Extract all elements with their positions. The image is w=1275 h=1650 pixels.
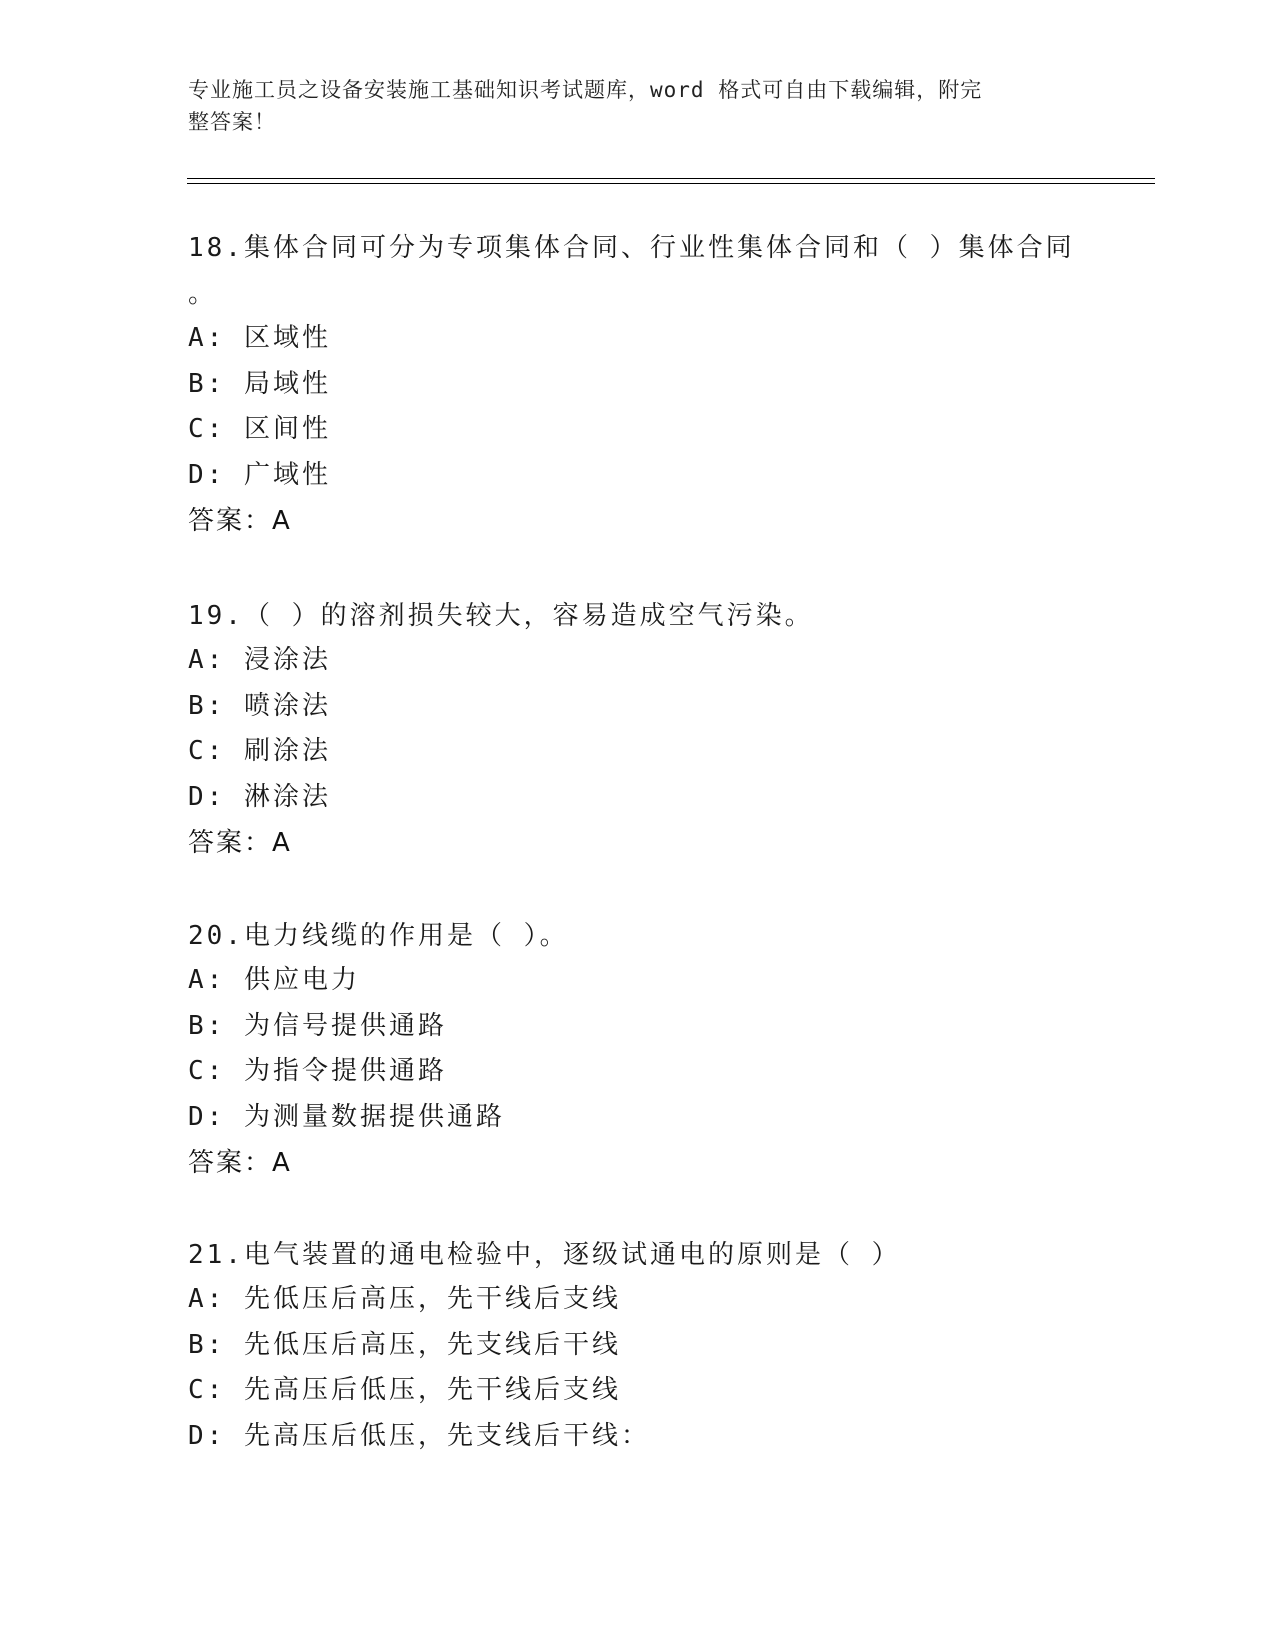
document-header xyxy=(188,74,1068,138)
question-21 xyxy=(188,1233,1088,1459)
header-divider-top xyxy=(187,178,1155,179)
option-d: D: 广域性 xyxy=(188,459,331,490)
question-stem: 21.电气装置的通电检验中，逐级试通电的原则是（ ） xyxy=(188,1240,901,1270)
question-20 xyxy=(188,914,1088,1186)
option-d: D: 为测量数据提供通路 xyxy=(188,1101,505,1132)
header-divider-bottom xyxy=(187,183,1155,184)
question-stem: 19.（ ）的溶剂损失较大，容易造成空气污染。 xyxy=(188,601,814,631)
answer-line: 答案：A xyxy=(188,1148,292,1178)
option-a: A: 区域性 xyxy=(188,323,331,353)
option-c: C: 为指令提供通路 xyxy=(188,1056,447,1086)
question-stem-continued: 。 xyxy=(188,279,218,309)
option-d: D: 淋涂法 xyxy=(188,781,331,812)
option-c: C: 先高压后低压，先干线后支线 xyxy=(188,1375,621,1405)
option-c: C: 刷涂法 xyxy=(188,736,331,766)
answer-line: 答案：A xyxy=(188,506,292,536)
question-18 xyxy=(188,226,1088,544)
option-b: B: 先低压后高压，先支线后干线 xyxy=(188,1329,621,1360)
option-d: D: 先高压后低压，先支线后干线： xyxy=(188,1420,650,1451)
option-b: B: 局域性 xyxy=(188,368,331,399)
question-stem: 20.电力线缆的作用是（ ）。 xyxy=(188,921,569,951)
option-a: A: 浸涂法 xyxy=(188,645,331,675)
question-19 xyxy=(188,594,1088,866)
header-line-2: 整答案！ xyxy=(188,110,276,134)
answer-line: 答案：A xyxy=(188,828,292,858)
question-stem: 18.集体合同可分为专项集体合同、行业性集体合同和（ ）集体合同 xyxy=(188,233,1075,263)
option-a: A: 先低压后高压，先干线后支线 xyxy=(188,1284,621,1314)
option-a: A: 供应电力 xyxy=(188,965,360,995)
option-c: C: 区间性 xyxy=(188,414,331,444)
option-b: B: 喷涂法 xyxy=(188,690,331,721)
header-line-1: 专业施工员之设备安装施工基础知识考试题库，word 格式可自由下载编辑，附完 xyxy=(188,78,983,102)
option-b: B: 为信号提供通路 xyxy=(188,1010,447,1041)
